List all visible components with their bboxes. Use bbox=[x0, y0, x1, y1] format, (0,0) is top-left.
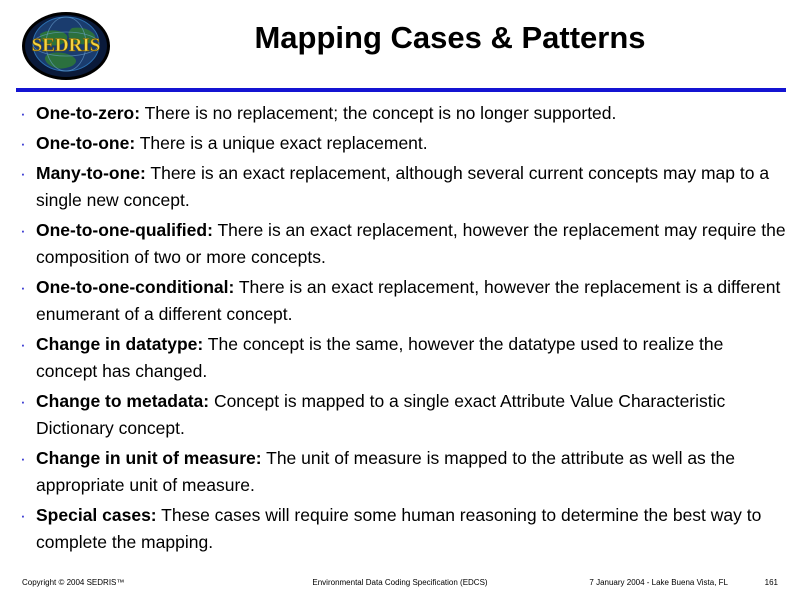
list-item-term: Special cases: bbox=[36, 505, 157, 525]
bullet-list bbox=[0, 100, 800, 559]
list-item-text bbox=[36, 331, 786, 385]
title-divider bbox=[16, 88, 786, 92]
svg-text:SEDRIS: SEDRIS bbox=[31, 35, 101, 56]
page-title: Mapping Cases & Patterns bbox=[254, 20, 646, 55]
list-item-desc: The concept is the same, however the datatype used to realize the concept has changed. bbox=[36, 334, 724, 381]
bullet-icon: · bbox=[20, 134, 26, 153]
slide-footer bbox=[0, 578, 800, 592]
slide-header bbox=[0, 0, 800, 92]
list-item-term: Change in datatype: bbox=[36, 334, 204, 354]
list-item-text bbox=[36, 100, 616, 127]
list-item-desc: There is no replacement; the concept is no longer supported. bbox=[140, 103, 617, 123]
bullet-icon: · bbox=[20, 392, 26, 411]
list-item-term: One-to-zero: bbox=[36, 103, 141, 123]
footer-document-title: Environmental Data Coding Specification (EDCS) bbox=[312, 578, 488, 587]
list-item-text bbox=[36, 502, 786, 556]
list-item-term: One-to-one: bbox=[36, 133, 136, 153]
list-item-text bbox=[36, 388, 786, 442]
bullet-icon: · bbox=[20, 164, 26, 183]
list-item-desc: Concept is mapped to a single exact Attribute Value Characteristic Dictionary concept. bbox=[36, 391, 726, 438]
list-item bbox=[10, 217, 786, 271]
footer-page-number: 161 bbox=[764, 578, 778, 587]
sedris-globe-logo bbox=[20, 10, 112, 82]
list-item-text bbox=[36, 217, 786, 271]
list-item-desc: There is an exact replacement, although several current concepts may map to a single new concept. bbox=[36, 163, 770, 210]
list-item-term: One-to-one-conditional: bbox=[36, 277, 235, 297]
list-item bbox=[10, 160, 786, 214]
list-item-text bbox=[36, 445, 786, 499]
list-item bbox=[10, 388, 786, 442]
list-item-desc: There is a unique exact replacement. bbox=[135, 133, 428, 153]
list-item-desc: There is an exact replacement, however the replacement may require the composition of two or more concepts. bbox=[36, 220, 786, 267]
list-item-term: One-to-one-qualified: bbox=[36, 220, 213, 240]
list-item-text bbox=[36, 130, 428, 157]
footer-copyright: Copyright © 2004 SEDRIS™ bbox=[22, 578, 125, 587]
bullet-icon: · bbox=[20, 449, 26, 468]
list-item-term: Change to metadata: bbox=[36, 391, 210, 411]
list-item bbox=[10, 445, 786, 499]
bullet-icon: · bbox=[20, 104, 26, 123]
bullet-icon: · bbox=[20, 335, 26, 354]
list-item bbox=[10, 502, 786, 556]
list-item bbox=[10, 331, 786, 385]
list-item-desc: The unit of measure is mapped to the attribute as well as the appropriate unit of measure. bbox=[36, 448, 735, 495]
list-item-desc: There is an exact replacement, however the replacement is a different enumerant of a different concept. bbox=[36, 277, 781, 324]
bullet-icon: · bbox=[20, 278, 26, 297]
list-item-text bbox=[36, 274, 786, 328]
list-item bbox=[10, 100, 786, 127]
list-item bbox=[10, 130, 786, 157]
list-item-term: Change in unit of measure: bbox=[36, 448, 262, 468]
list-item-desc: These cases will require some human reasoning to determine the best way to complete the mapping. bbox=[36, 505, 762, 552]
bullet-icon: · bbox=[20, 221, 26, 240]
list-item-text bbox=[36, 160, 786, 214]
footer-event: 7 January 2004 - Lake Buena Vista, FL bbox=[589, 578, 728, 587]
list-item-term: Many-to-one: bbox=[36, 163, 146, 183]
bullet-icon: · bbox=[20, 506, 26, 525]
list-item bbox=[10, 274, 786, 328]
